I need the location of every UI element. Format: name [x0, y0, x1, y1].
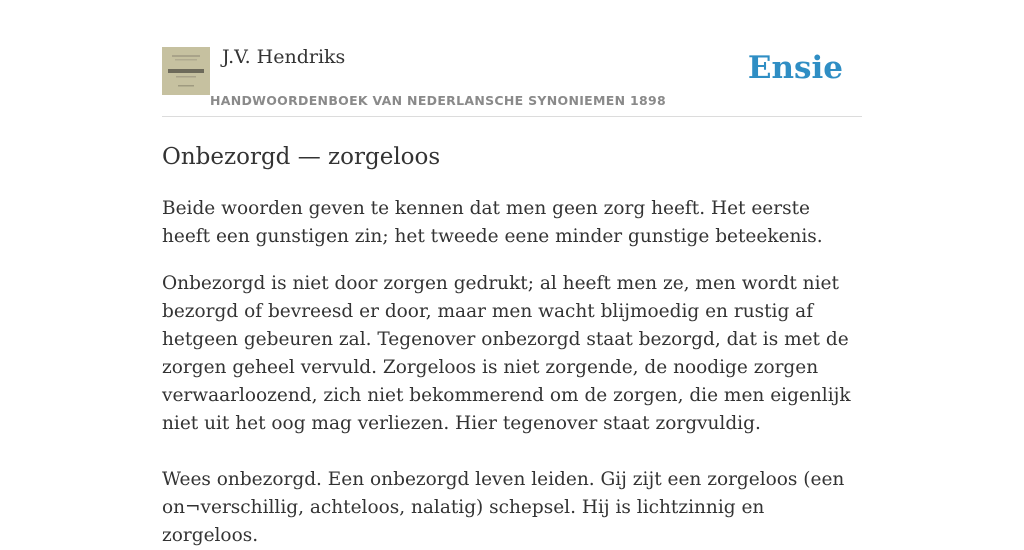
avatar[interactable]: [162, 47, 210, 95]
entry-paragraph: Wees onbezorgd. Een onbezorgd leven leiden. Gij zijt een zorgeloos (een on¬verschillig, achteloos, nalatig) schepsel. Hij is lichtzinnig en zorgeloos.: [162, 469, 845, 546]
entry-title: Onbezorgd — zorgeloos: [162, 144, 441, 170]
entry-paragraph: Beide woorden geven te kennen dat men geen zorg heeft. Het eerste heeft een gunstigen zin; het tweede eene minder gunstige beteekenis.: [162, 198, 823, 247]
book-cover-icon: [162, 47, 210, 95]
author-name[interactable]: J.V. Hendriks: [222, 46, 346, 68]
entry-paragraph: Onbezorgd is niet door zorgen gedrukt; al heeft men ze, men wordt niet bezorgd of bevreesd er door, maar men wacht blijmoedig en rustig af hetgeen gebeuren zal. Tegenover onbezorgd staat bezorgd, dat is met de zorgen geheel vervuld. Zorgeloos is niet zorgende, de noodige zorgen verwaarloozend, zich niet bekommerend om de zorgen, die men eigenlijk niet uit het oog mag verliezen. Hier tegenover staat zorgvuldig.: [162, 273, 851, 434]
header: [162, 0, 862, 117]
content-container: [162, 0, 862, 550]
brand-logo-link[interactable]: Ensie: [747, 50, 843, 86]
source-title: HANDWOORDENBOEK VAN NEDERLANSCHE SYNONIEMEN 1898: [210, 93, 667, 108]
